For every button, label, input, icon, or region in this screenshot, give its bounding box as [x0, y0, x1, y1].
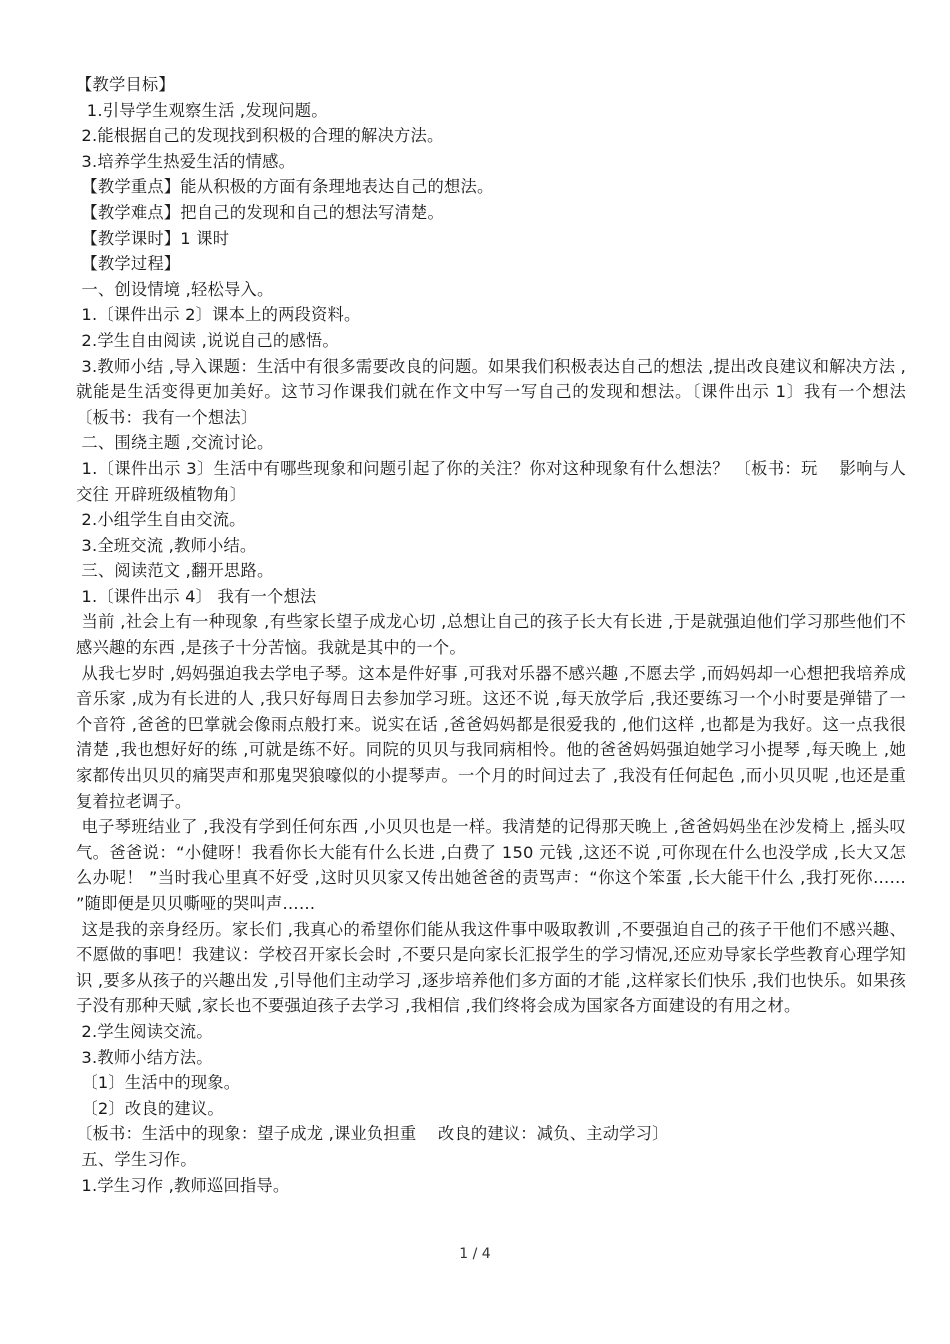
paragraph: 〔2〕改良的建议。 — [76, 1098, 224, 1118]
paragraph: 三、阅读范文 ,翻开思路。 — [76, 561, 274, 581]
paragraph: 1.学生习作 ,教师巡回指导。 — [76, 1175, 290, 1195]
paragraph: 五、学生习作。 — [76, 1149, 197, 1169]
paragraph: 3.教师小结 ,导入课题：生活中有很多需要改良的问题。如果我们积极表达自己的想法 ,提出改良建议和解决方法 ,就能是生活变得更加美好。这节习作课我们就在作文中写一写自己的发现和想法。〔课件出示 1〕我有一个想法〔板书：我有一个想法〕 — [76, 356, 906, 427]
paragraph: 当前 ,社会上有一种现象 ,有些家长望子成龙心切 ,总想让自己的孩子长大有长进 ,于是就强迫他们学习那些他们不感兴趣的东西 ,是孩子十分苦恼。我就是其中的一个。 — [76, 612, 906, 658]
paragraph: 2.学生自由阅读 ,说说自己的感悟。 — [76, 330, 339, 350]
paragraph: 【教学课时】1 课时 — [76, 228, 230, 248]
paragraph: 【教学过程】 — [76, 254, 181, 274]
paragraph: 3.全班交流 ,教师小结。 — [76, 535, 257, 555]
paragraph: 【教学难点】把自己的发现和自己的想法写清楚。 — [76, 202, 444, 222]
paragraph: 电子琴班结业了 ,我没有学到任何东西 ,小贝贝也是一样。我清楚的记得那天晚上 ,爸爸妈妈坐在沙发椅上 ,摇头叹气。爸爸说：“小健呀！我看你长大能有什么长进 ,白费了 150 元钱 ,这还不说 ,可你现在什么也没学成 ,长大又怎么办呢！ ”当时我心里真不好受 ,这时贝贝家又传出她爸爸的责骂声：“你这个笨蛋 ,长大能干什么 ,我打死你…… ”随即便是贝贝嘶哑的哭叫声…… — [76, 817, 912, 913]
paragraph: 一、创设情境 ,轻松导入。 — [76, 279, 274, 299]
paragraph: 2.学生阅读交流。 — [76, 1021, 213, 1041]
paragraph: 2.小组学生自由交流。 — [76, 510, 246, 530]
paragraph: 【教学目标】 — [76, 75, 175, 94]
paragraph: 【教学重点】能从积极的方面有条理地表达自己的想法。 — [76, 177, 494, 197]
page-number: 1 / 4 — [459, 1246, 491, 1262]
document-body — [76, 72, 912, 1198]
paragraph: 3.培养学生热爱生活的情感。 — [76, 151, 296, 171]
paragraph: 1.〔课件出示 3〕生活中有哪些现象和问题引起了你的关注？你对这种现象有什么想法？ 〔板书：玩 影响与人交往 开辟班级植物角〕 — [76, 458, 906, 504]
paragraph: 3.教师小结方法。 — [76, 1047, 213, 1067]
paragraph: 二、围绕主题 ,交流讨论。 — [76, 433, 274, 453]
paragraph: 1.引导学生观察生活 ,发现问题。 — [76, 100, 328, 120]
paragraph: 〔板书：生活中的现象：望子成龙 ,课业负担重 改良的建议：减负、主动学习〕 — [76, 1124, 669, 1144]
paragraph: 从我七岁时 ,妈妈强迫我去学电子琴。这本是件好事 ,可我对乐器不感兴趣 ,不愿去学 ,而妈妈却一心想把我培养成音乐家 ,成为有长进的人 ,我只好每周日去参加学习班。这还不说 ,每天放学后 ,我还要练习一个小时要是弹错了一个音符 ,爸爸的巴掌就会像雨点般打来。说实在话 ,爸爸妈妈都是很爱我的 ,他们这样 ,也都是为我好。这一点我很清楚 ,我也想好好的练 ,可就是练不好。同院的贝贝与我同病相怜。他的爸爸妈妈强迫她学习小提琴 ,每天晚上 ,她家都传出贝贝的痛哭声和那鬼哭狼嚎似的小提琴声。一个月的时间过去了 ,我没有任何起色 ,而小贝贝呢 ,也还是重复着拉老调子。 — [76, 663, 906, 811]
paragraph: 1.〔课件出示 4〕 我有一个想法 — [76, 586, 317, 606]
paragraph: 2.能根据自己的发现找到积极的合理的解决方法。 — [76, 126, 444, 146]
paragraph: 这是我的亲身经历。家长们 ,我真心的希望你们能从我这件事中吸取教训 ,不要强迫自己的孩子干他们不感兴趣、不愿做的事吧！我建议：学校召开家长会时 ,不要只是向家长汇报学生的学习情况,还应劝导家长学些教育心理学知识 ,要多从孩子的兴趣出发 ,引导他们主动学习 ,逐步培养他们多方面的才能 ,这样家长们快乐 ,我们也快乐。如果孩子没有那种天赋 ,家长也不要强迫孩子去学习 ,我相信 ,我们终将会成为国家各方面建设的有用之材。 — [76, 919, 906, 1016]
paragraph: 1.〔课件出示 2〕课本上的两段资料。 — [76, 305, 361, 325]
paragraph: 〔1〕生活中的现象。 — [76, 1073, 241, 1093]
